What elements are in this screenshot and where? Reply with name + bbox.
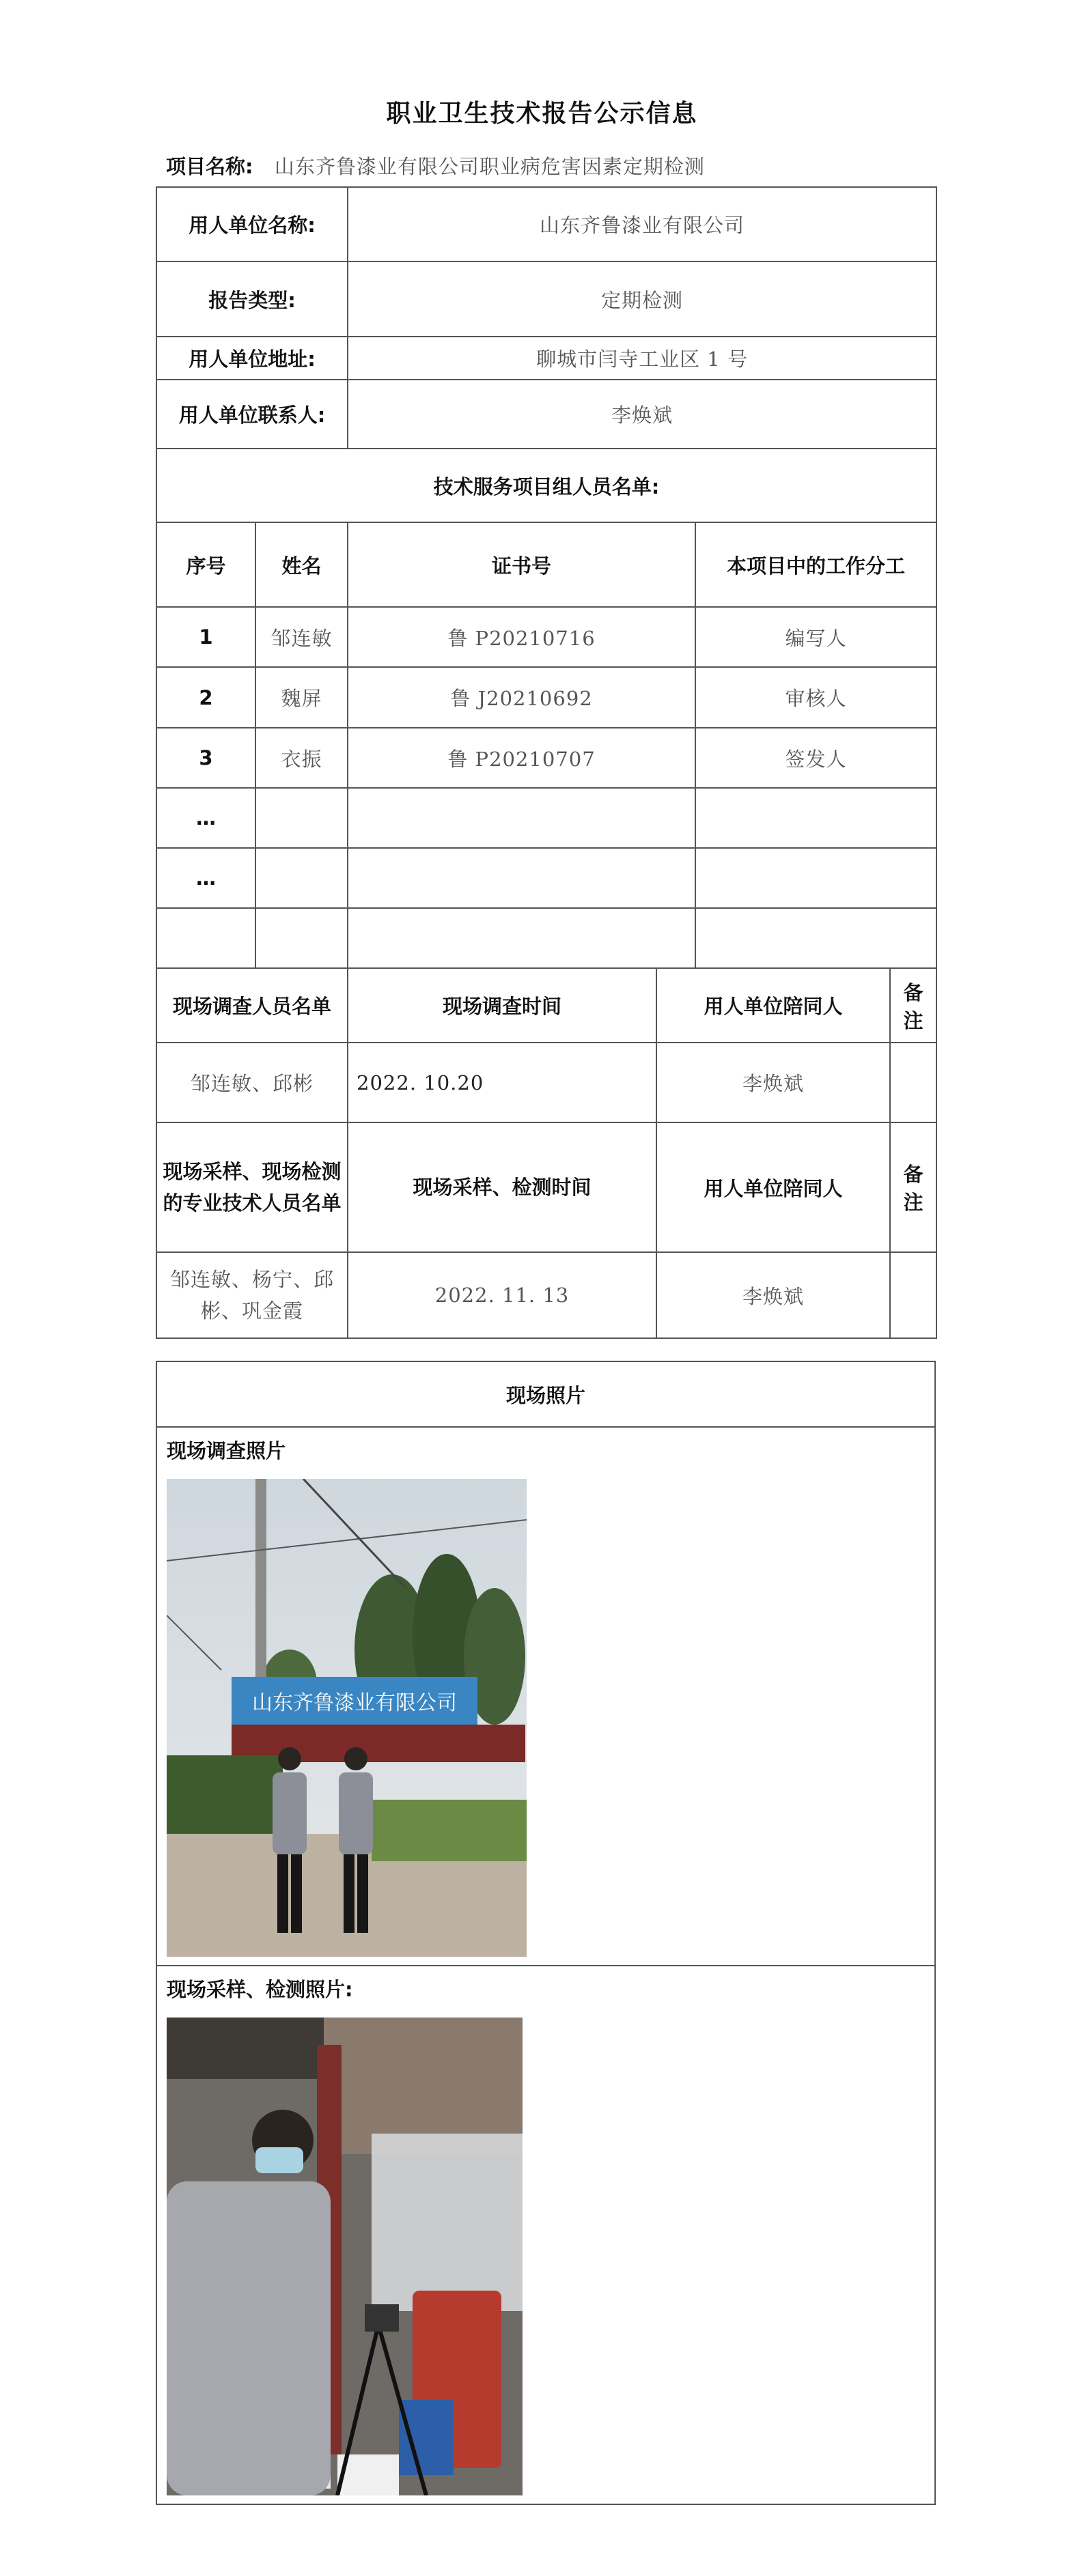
team-row-name — [255, 848, 348, 908]
sampling-time-value: 2022. 11. 13 — [348, 1252, 656, 1338]
sampling-header-remark: 备注 — [890, 1122, 936, 1252]
survey-photo-label: 现场调查照片 — [167, 1439, 286, 1462]
team-row-no: 1 — [156, 607, 255, 667]
team-row-no: … — [156, 788, 255, 848]
unit-name-label: 用人单位名称: — [156, 187, 348, 261]
site-photos-table — [156, 1361, 936, 2505]
table-row — [156, 607, 936, 667]
sampling-photo-cell — [156, 1966, 935, 2504]
sampling-photo-label: 现场采样、检测照片: — [167, 1978, 353, 2001]
team-row-cert: 鲁 P20210707 — [348, 728, 695, 788]
team-row-name: 衣振 — [255, 728, 348, 788]
team-row-cert — [348, 788, 695, 848]
survey-staff-value: 邹连敏、邱彬 — [156, 1043, 348, 1122]
team-row-role — [695, 788, 936, 848]
report-info-table — [156, 186, 937, 1339]
project-name-line — [166, 152, 705, 180]
table-row — [156, 788, 936, 848]
survey-photo — [167, 1479, 527, 1957]
team-row-no: … — [156, 848, 255, 908]
project-name-value: 山东齐鲁漆业有限公司职业病危害因素定期检测 — [274, 155, 705, 178]
team-row-role — [695, 848, 936, 908]
project-name-label: 项目名称: — [166, 155, 253, 178]
sampling-header-time: 现场采样、检测时间 — [348, 1122, 656, 1252]
survey-header-remark: 备注 — [890, 968, 936, 1043]
sampling-header-staff: 现场采样、现场检测的专业技术人员名单 — [156, 1122, 348, 1252]
team-header-role: 本项目中的工作分工 — [695, 522, 936, 607]
team-row-cert — [348, 908, 695, 968]
unit-address-label: 用人单位地址: — [156, 337, 348, 380]
banner-text: 山东齐鲁漆业有限公司 — [252, 1691, 457, 1715]
unit-address-value: 聊城市闫寺工业区 1 号 — [348, 337, 936, 380]
survey-header-escort: 用人单位陪同人 — [656, 968, 890, 1043]
survey-header-time: 现场调查时间 — [348, 968, 656, 1043]
team-row-no — [156, 908, 255, 968]
sampling-staff-value: 邹连敏、杨宁、邱彬、巩金霞 — [156, 1252, 348, 1338]
sampling-photo — [167, 2018, 523, 2495]
team-row-name: 邹连敏 — [255, 607, 348, 667]
team-header-name: 姓名 — [255, 522, 348, 607]
team-row-role — [695, 908, 936, 968]
survey-time-value: 2022. 10.20 — [348, 1043, 656, 1122]
team-row-no: 3 — [156, 728, 255, 788]
team-row-name — [255, 908, 348, 968]
sampling-remark-value — [890, 1252, 936, 1338]
table-row — [156, 667, 936, 728]
survey-photo-cell — [156, 1427, 935, 1966]
survey-escort-value: 李焕斌 — [656, 1043, 890, 1122]
team-row-cert: 鲁 P20210716 — [348, 607, 695, 667]
team-row-name — [255, 788, 348, 848]
team-row-cert: 鲁 J20210692 — [348, 667, 695, 728]
survey-header-staff: 现场调查人员名单 — [156, 968, 348, 1043]
team-row-name: 魏屏 — [255, 667, 348, 728]
table-row — [156, 908, 936, 968]
sampling-escort-value: 李焕斌 — [656, 1252, 890, 1338]
unit-name-value: 山东齐鲁漆业有限公司 — [348, 187, 936, 261]
unit-contact-label: 用人单位联系人: — [156, 380, 348, 449]
page-title: 职业卫生技术报告公示信息 — [386, 100, 698, 128]
team-row-no: 2 — [156, 667, 255, 728]
survey-remark-value — [890, 1043, 936, 1122]
site-photos-heading: 现场照片 — [156, 1361, 935, 1427]
team-heading: 技术服务项目组人员名单: — [156, 449, 936, 522]
team-header-cert: 证书号 — [348, 522, 695, 607]
team-row-role: 编写人 — [695, 607, 936, 667]
team-row-cert — [348, 848, 695, 908]
team-row-role: 审核人 — [695, 667, 936, 728]
report-type-value: 定期检测 — [348, 261, 936, 337]
team-header-no: 序号 — [156, 522, 255, 607]
unit-contact-value: 李焕斌 — [348, 380, 936, 449]
table-row — [156, 728, 936, 788]
team-row-role: 签发人 — [695, 728, 936, 788]
sampling-header-escort: 用人单位陪同人 — [656, 1122, 890, 1252]
table-row — [156, 848, 936, 908]
report-type-label: 报告类型: — [156, 261, 348, 337]
